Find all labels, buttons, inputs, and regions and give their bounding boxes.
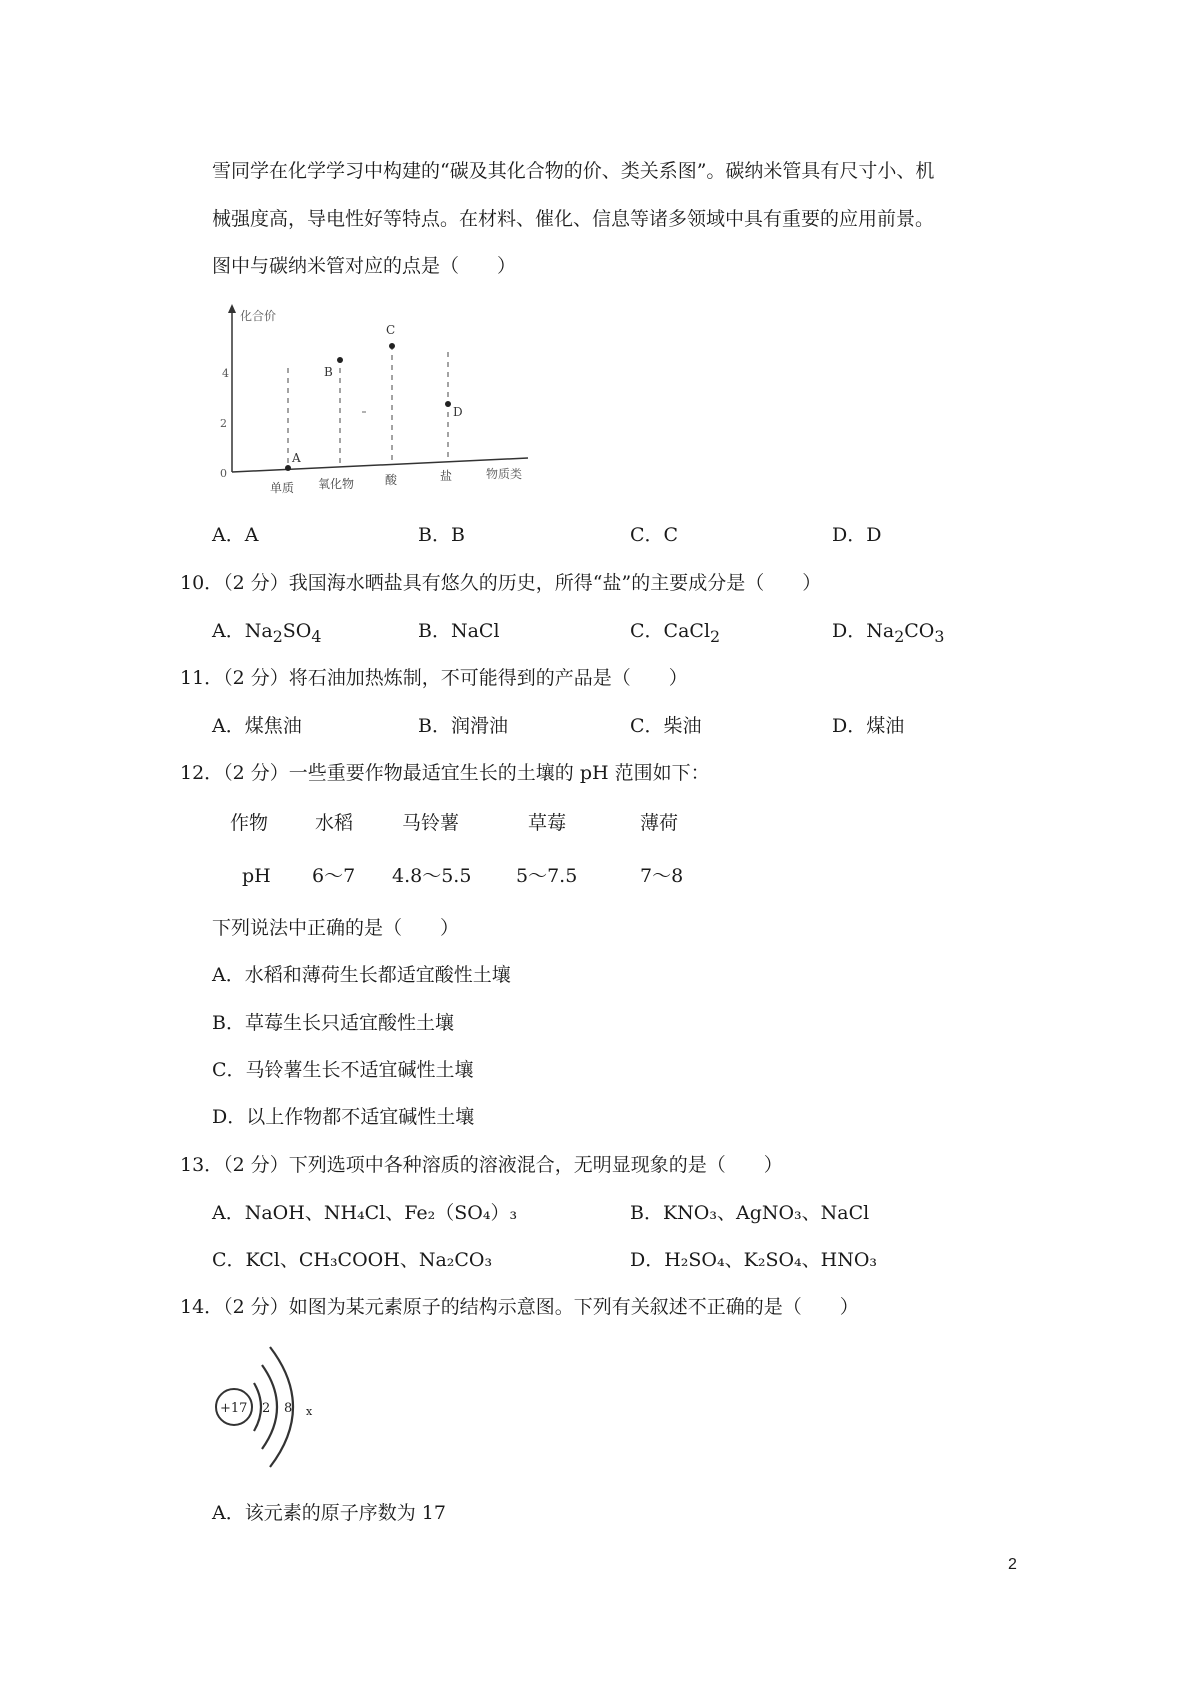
y-tick-0: 0 [220,467,227,480]
point-label-D: D [453,405,463,419]
category-label: 单质 [270,481,295,495]
q10-option-a[interactable]: A．$Na_2SO_4$ [212,620,322,646]
q9-stem-line1: 雪同学在化学学习中构建的“碳及其化合物的价、类关系图”。碳纳米管具有尺寸小、机 [212,160,935,182]
point-A [285,465,291,471]
q12-option-b[interactable]: B．草莓生长只适宜酸性土壤 [212,1012,454,1034]
atom-structure-diagram [210,1335,330,1475]
point-C [389,343,395,349]
x-axis-label: 物质类 [486,467,523,481]
q11-stem: 11．（2 分）将石油加热炼制，不可能得到的产品是（ ） [180,667,688,689]
page-number: 2 [1008,1556,1017,1573]
point-label-A: A [292,451,301,465]
point-B [337,357,343,363]
shell-3-electrons: x [306,1405,313,1418]
table-cell-rice-ph: 6～7 [312,865,356,887]
y-tick-4: 4 [222,367,229,380]
q13-stem: 13．（2 分）下列选项中各种溶质的溶液混合，无明显现象的是（ ） [180,1154,783,1176]
y-tick-2: 2 [220,417,227,430]
q12-stem: 12．（2 分）一些重要作物最适宜生长的土壤的 pH 范围如下： [180,762,710,784]
q14-option-a[interactable]: A．该元素的原子序数为 17 [212,1502,446,1524]
q11-option-d[interactable]: D．煤油 [832,715,905,737]
q10-stem: 10．（2 分）我国海水晒盐具有悠久的历史，所得“盐”的主要成分是（ ） [180,572,822,594]
q11-option-c[interactable]: C．柴油 [630,715,702,737]
category-label: 盐 [440,469,453,483]
point-label-C: C [386,323,396,337]
table-header-rice: 水稻 [315,812,354,834]
valence-class-chart [210,300,540,500]
q11-option-a[interactable]: A．煤焦油 [212,715,302,737]
q9-option-b[interactable]: B．B [418,524,465,546]
shell-2-electrons: 8 [284,1401,293,1416]
table-cell-mint-ph: 7～8 [640,865,684,887]
shell-1-electrons: 2 [262,1401,271,1416]
q13-option-a[interactable]: A．NaOH、NH₄Cl、Fe₂（SO₄）₃ [212,1202,518,1224]
table-header-strawberry: 草莓 [528,812,567,834]
q9-stem-line2: 械强度高，导电性好等特点。在材料、催化、信息等诸多领域中具有重要的应用前景。 [212,208,935,230]
q9-option-a[interactable]: A．A [212,524,259,546]
x-axis [232,458,528,472]
category-label: 酸 [385,473,398,487]
y-axis-arrow [228,304,236,313]
y-axis-label: 化合价 [240,309,277,323]
q13-option-d[interactable]: D．H₂SO₄、K₂SO₄、HNO₃ [630,1249,878,1271]
table-cell-strawberry-ph: 5～7.5 [516,865,578,887]
q11-option-b[interactable]: B．润滑油 [418,715,508,737]
point-D [445,401,451,407]
electron-shell-1 [254,1383,261,1431]
q12-option-a[interactable]: A．水稻和薄荷生长都适宜酸性土壤 [212,964,511,986]
q10-option-c[interactable]: C．CaCl$_2$ [630,620,721,646]
table-cell-potato-ph: 4.8～5.5 [392,865,472,887]
q12-question: 下列说法中正确的是（ ） [212,917,460,939]
q10-option-b[interactable]: B．NaCl [418,620,500,642]
q12-option-d[interactable]: D．以上作物都不适宜碱性土壤 [212,1106,475,1128]
q13-option-b[interactable]: B．KNO₃、AgNO₃、NaCl [630,1202,870,1224]
table-cell-ph-label: pH [242,865,271,887]
table-header-crop: 作物 [230,812,269,834]
table-header-mint: 薄荷 [640,812,679,834]
point-label-B: B [324,365,333,379]
q10-option-d[interactable]: D．$Na_2CO_3$ [832,620,945,646]
category-label: 氧化物 [318,477,355,491]
q9-option-d[interactable]: D．D [832,524,882,546]
q9-stem-line3: 图中与碳纳米管对应的点是（ ） [212,255,517,277]
q14-stem: 14．（2 分）如图为某元素原子的结构示意图。下列有关叙述不正确的是（ ） [180,1296,859,1318]
q13-option-c[interactable]: C．KCl、CH₃COOH、Na₂CO₃ [212,1249,493,1271]
q12-option-c[interactable]: C．马铃薯生长不适宜碱性土壤 [212,1059,474,1081]
nucleus-charge: +17 [220,1401,248,1416]
table-header-potato: 马铃薯 [402,812,460,834]
q9-option-c[interactable]: C．C [630,524,679,546]
